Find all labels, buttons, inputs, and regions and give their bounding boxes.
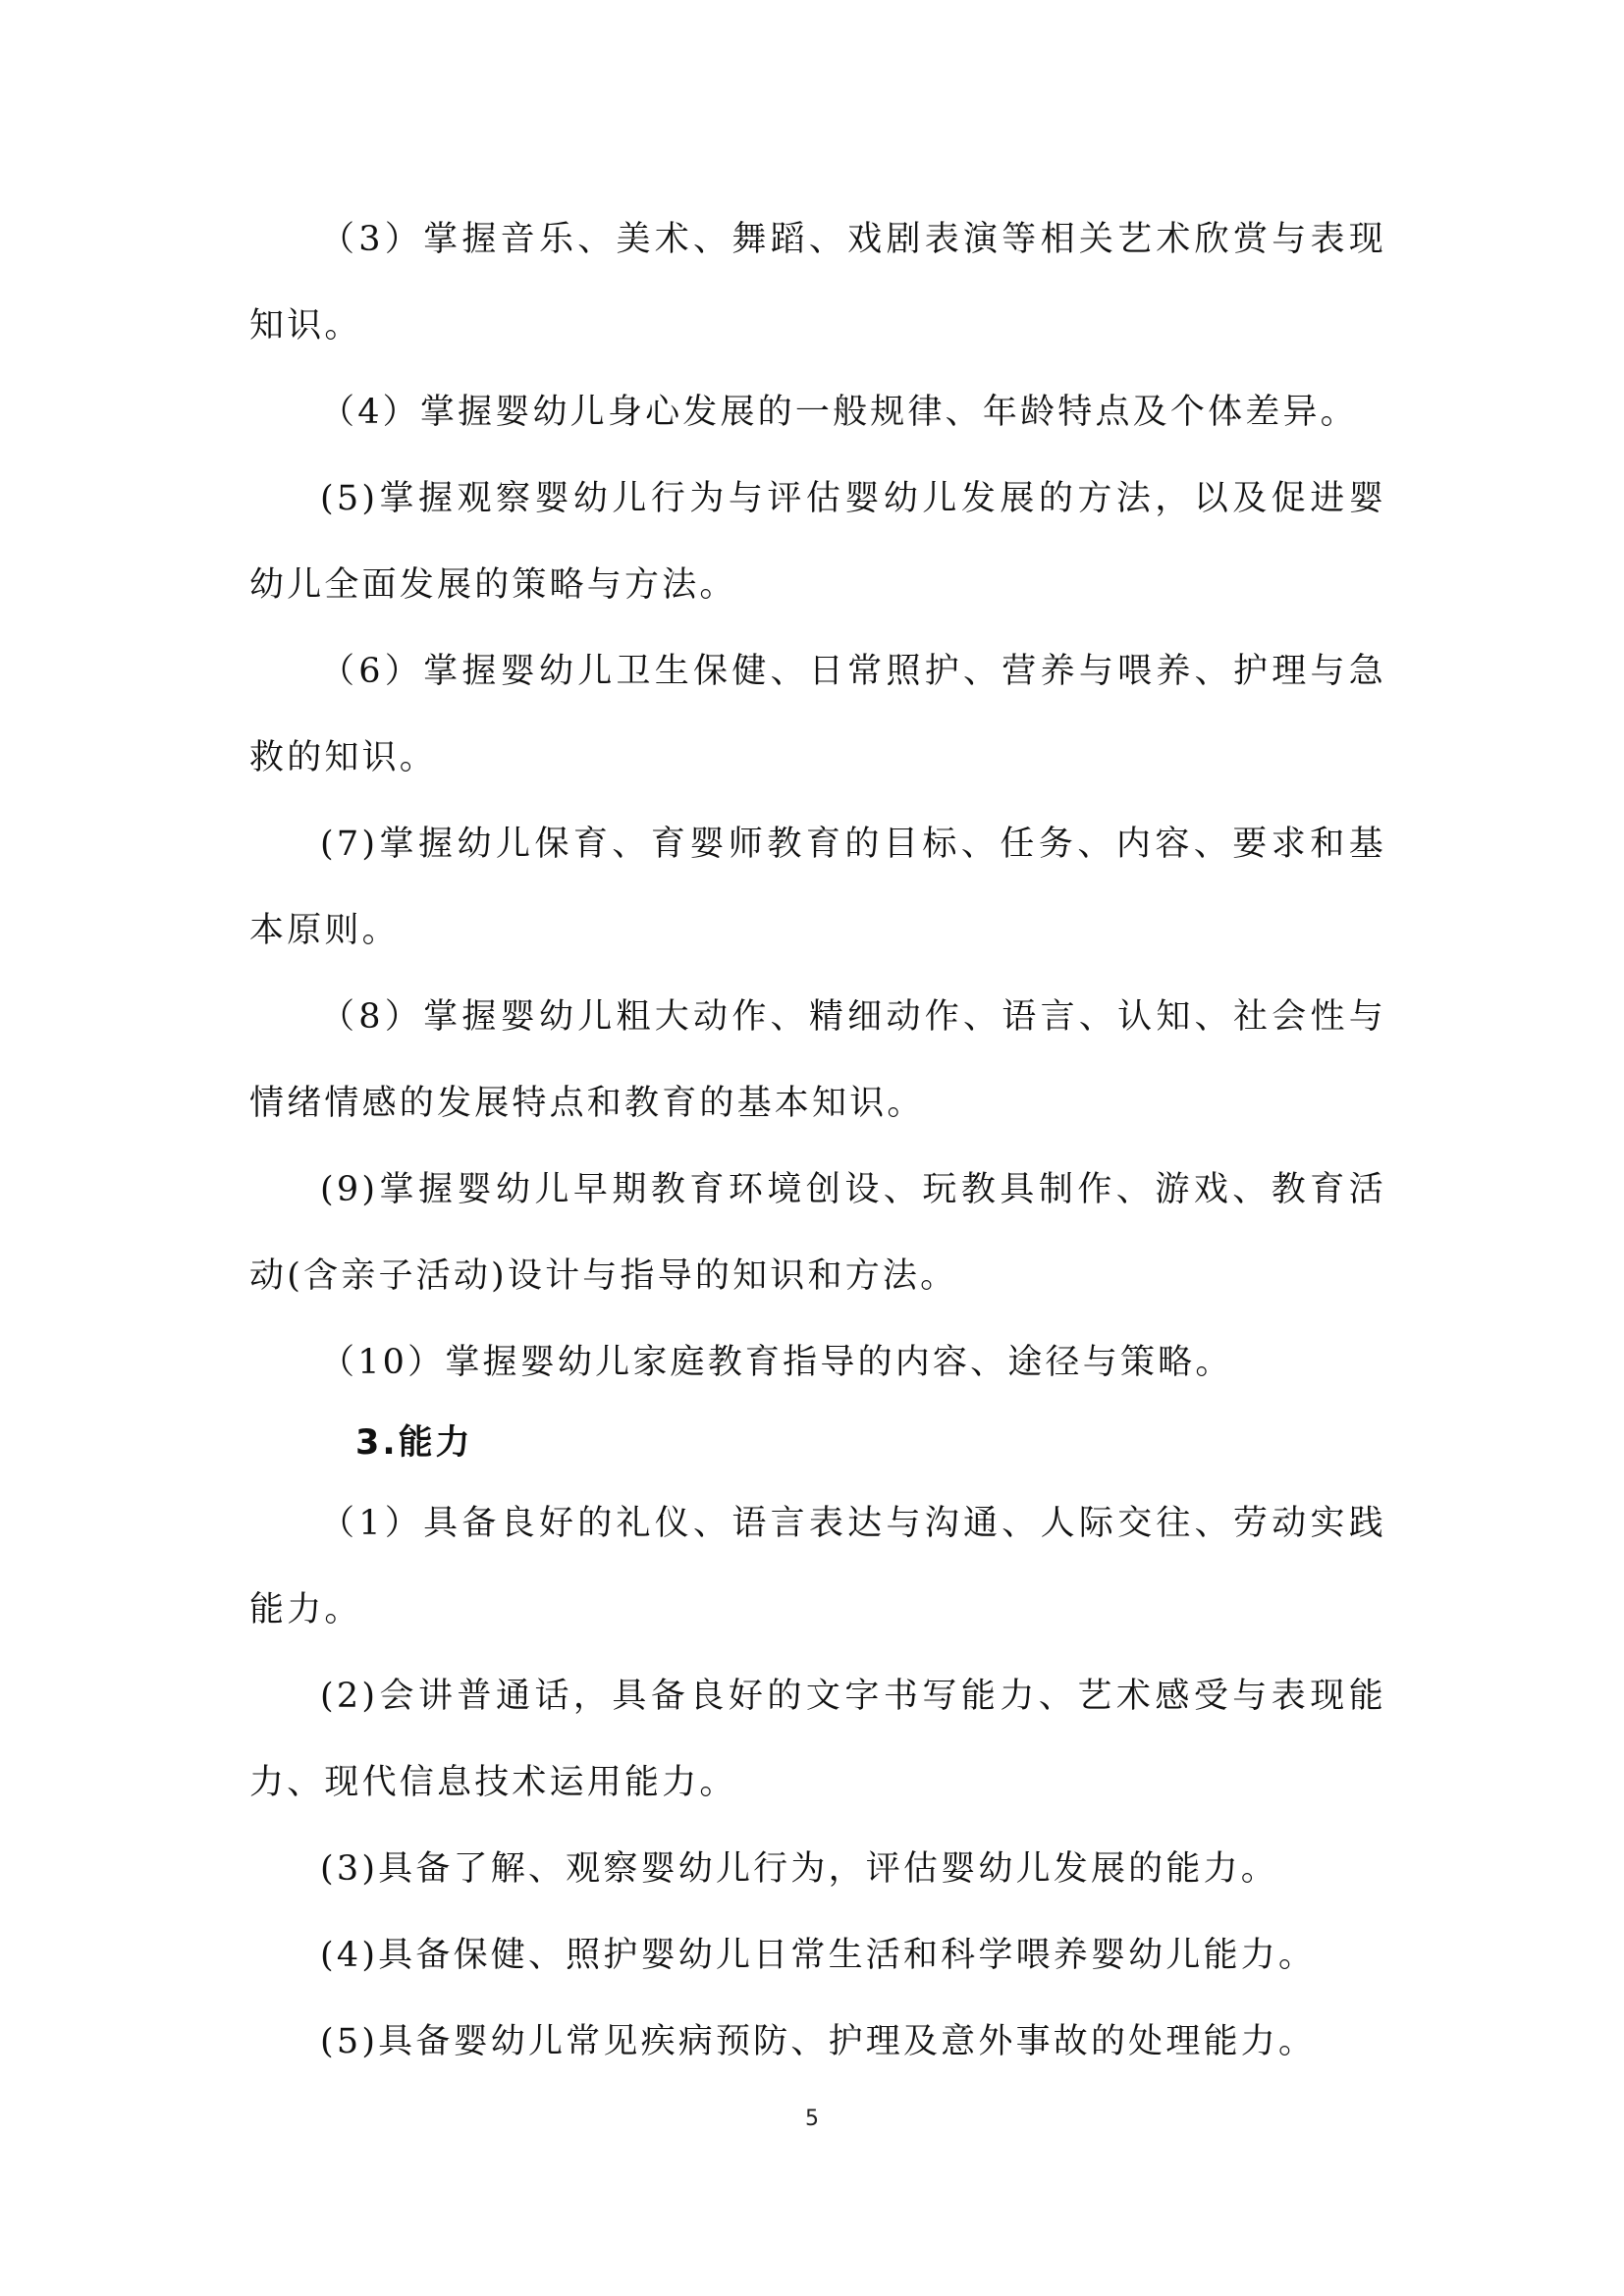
- knowledge-item-3: （3）掌握音乐、美术、舞蹈、戏剧表演等相关艺术欣赏与表现知识。: [249, 220, 1386, 346]
- page-number: 5: [805, 2107, 819, 2131]
- ability-section-heading: 3.能力: [355, 1423, 473, 1463]
- ability-item-5: (5)具备婴幼儿常见疾病预防、护理及意外事故的处理能力。: [320, 2022, 1317, 2061]
- ability-item-4: (4)具备保健、照护婴幼儿日常生活和科学喂养婴幼儿能力。: [320, 1936, 1317, 1975]
- ability-item-1: （1）具备良好的礼仪、语言表达与沟通、人际交往、劳动实践能力。: [249, 1504, 1386, 1629]
- knowledge-item-6: （6）掌握婴幼儿卫生保健、日常照护、营养与喂养、护理与急救的知识。: [249, 652, 1386, 777]
- knowledge-item-5: (5)掌握观察婴幼儿行为与评估婴幼儿发展的方法，以及促进婴幼儿全面发展的策略与方法。: [249, 479, 1386, 605]
- knowledge-item-8: （8）掌握婴幼儿粗大动作、精细动作、语言、认知、社会性与情绪情感的发展特点和教育的基本知识。: [249, 997, 1386, 1123]
- ability-item-3: (3)具备了解、观察婴幼儿行为，评估婴幼儿发展的能力。: [320, 1849, 1278, 1889]
- knowledge-item-10: （10）掌握婴幼儿家庭教育指导的内容、途径与策略。: [320, 1343, 1233, 1382]
- knowledge-item-9: (9)掌握婴幼儿早期教育环境创设、玩教具制作、游戏、教育活动(含亲子活动)设计与指导的知识和方法。: [249, 1170, 1386, 1296]
- page-content: [249, 196, 1386, 2085]
- ability-item-2: (2)会讲普通话，具备良好的文字书写能力、艺术感受与表现能力、现代信息技术运用能力。: [249, 1677, 1386, 1802]
- knowledge-item-7: (7)掌握幼儿保育、育婴师教育的目标、任务、内容、要求和基本原则。: [249, 825, 1386, 950]
- knowledge-item-4: （4）掌握婴幼儿身心发展的一般规律、年龄特点及个体差异。: [320, 393, 1358, 432]
